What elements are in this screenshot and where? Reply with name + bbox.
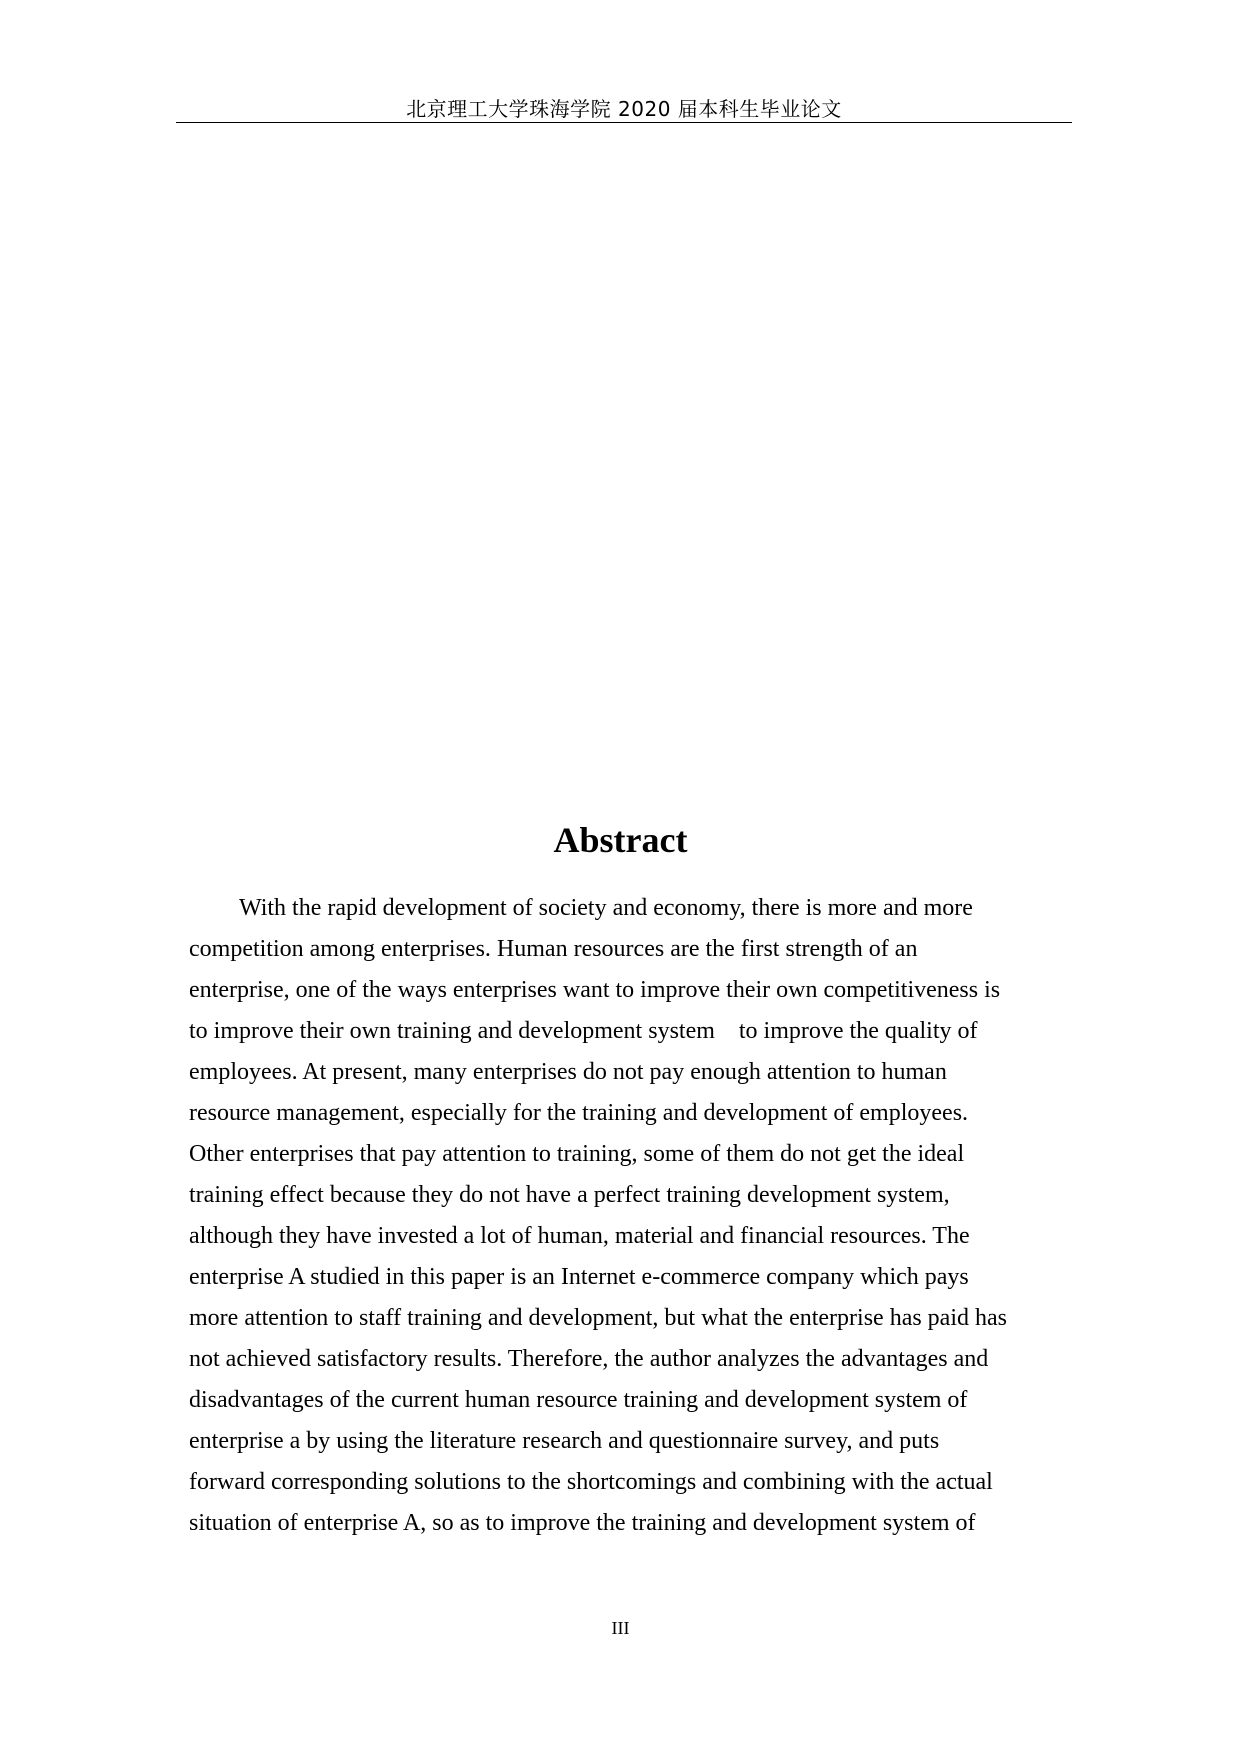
abstract-body xyxy=(189,888,1054,1544)
abstract-line: disadvantages of the current human resource training and development system of xyxy=(189,1387,968,1413)
abstract-line: enterprise A studied in this paper is an Internet e-commerce company which pays xyxy=(189,1264,969,1290)
abstract-line: resource management, especially for the training and development of employees. xyxy=(189,1100,969,1126)
abstract-line: situation of enterprise A, so as to improve the training and development system of xyxy=(189,1510,976,1536)
abstract-line: Other enterprises that pay attention to training, some of them do not get the ideal xyxy=(189,1141,965,1167)
abstract-line: more attention to staff training and development, but what the enterprise has paid has xyxy=(189,1305,1007,1331)
abstract-line: competition among enterprises. Human resources are the first strength of an xyxy=(189,936,918,962)
abstract-line: enterprise a by using the literature research and questionnaire survey, and puts xyxy=(189,1428,940,1454)
abstract-title: Abstract xyxy=(553,820,688,860)
abstract-line: not achieved satisfactory results. Therefore, the author analyzes the advantages and xyxy=(189,1346,989,1372)
abstract-line: enterprise, one of the ways enterprises want to improve their own competitiveness is xyxy=(189,977,1001,1003)
abstract-line: employees. At present, many enterprises do not pay enough attention to human xyxy=(189,1059,947,1085)
abstract-line: forward corresponding solutions to the shortcomings and combining with the actual xyxy=(189,1469,993,1495)
abstract-line: although they have invested a lot of human, material and financial resources. The xyxy=(189,1223,970,1249)
abstract-line: to improve their own training and development system to improve the quality of xyxy=(189,1018,978,1044)
abstract-line: training effect because they do not have a perfect training development system, xyxy=(189,1182,950,1208)
page-number: III xyxy=(611,1618,630,1638)
header-text: 北京理工大学珠海学院 2020 届本科生毕业论文 xyxy=(406,97,842,121)
abstract-line: With the rapid development of society and economy, there is more and more xyxy=(239,895,973,921)
page-header xyxy=(176,84,1072,123)
